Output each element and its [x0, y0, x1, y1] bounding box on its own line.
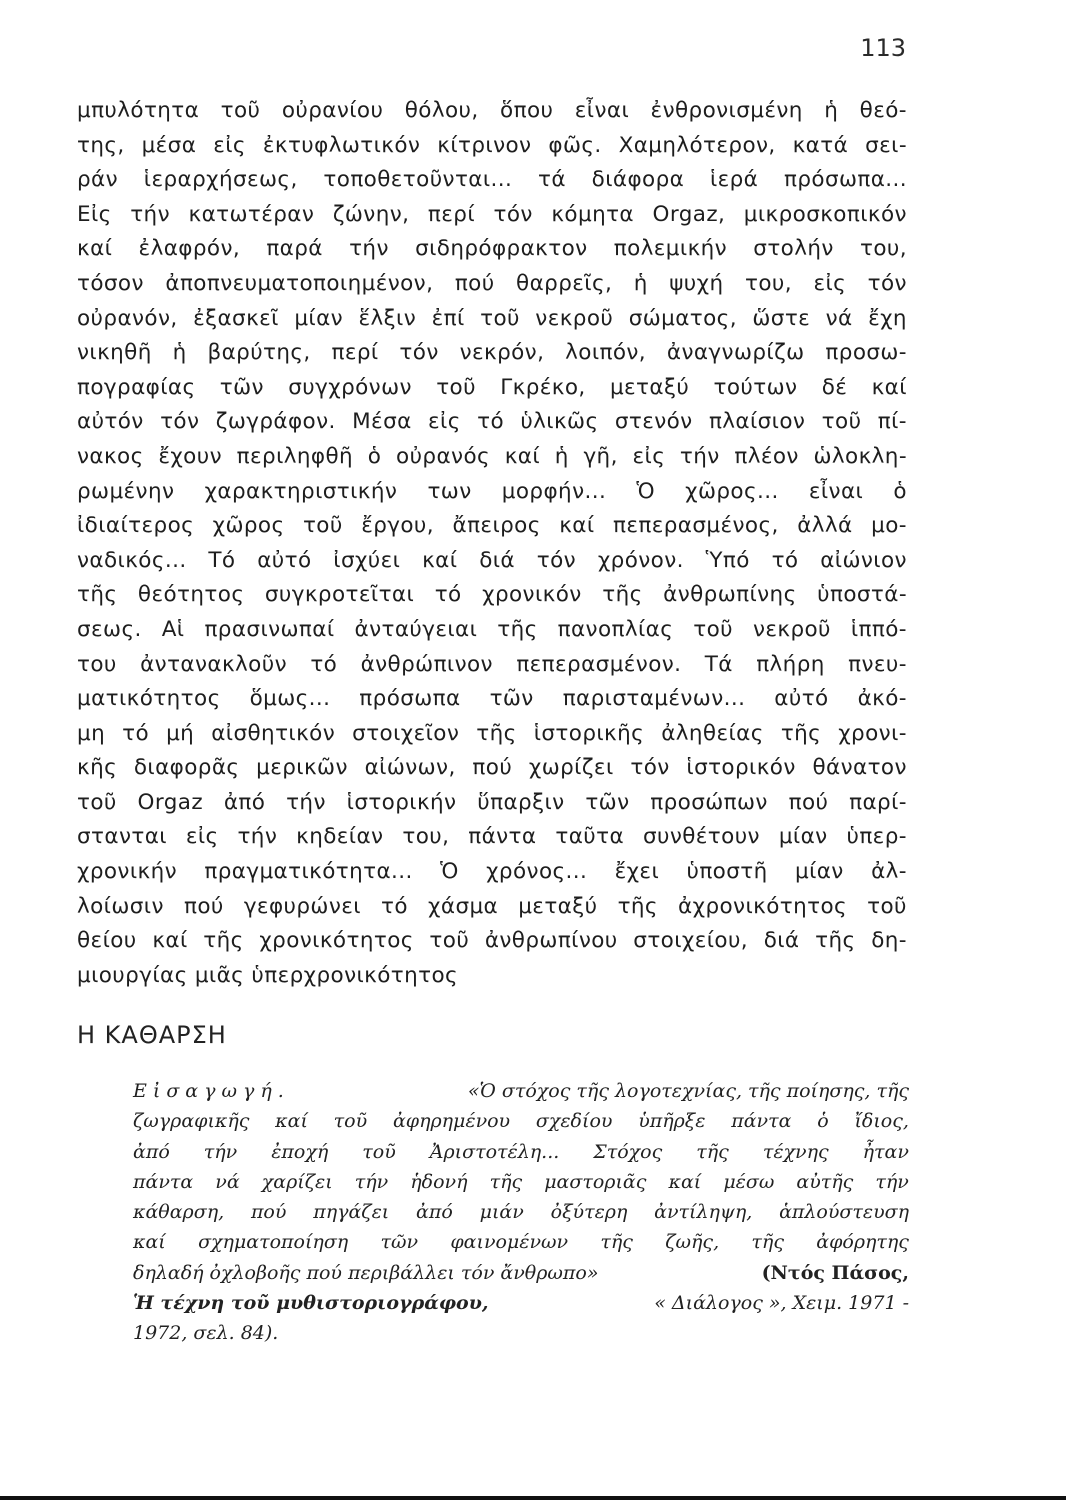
- quote-line: [133, 1258, 909, 1288]
- text-line: ρωμένην χαρακτηριστικήν των μορφήν... Ὁ χῶρος... εἶναι ὁ: [77, 478, 907, 504]
- quote-line: ἀπό τήν ἐποχή τοῦ Ἀριστοτέλη... Στόχος τῆς τέχνης ἦταν: [133, 1140, 909, 1163]
- text-line: τοῦ Orgaz ἀπό τήν ἱστορικήν ὕπαρξιν τῶν προσώπων πού παρί-: [77, 789, 907, 815]
- text-line: μη τό μή αἰσθητικόν στοιχεῖον τῆς ἱστορικῆς ἀληθείας τῆς χρονι-: [77, 720, 907, 746]
- text-line: νακος ἔχουν περιληφθῆ ὁ οὐρανός καί ἡ γῆ, εἰς τήν πλέον ὡλοκλη-: [77, 443, 907, 469]
- text-line: ἰδιαίτερος χῶρος τοῦ ἔργου, ἄπειρος καί πεπερασμένος, ἀλλά μο-: [77, 513, 907, 539]
- text-line: της, μέσα εἰς ἐκτυφλωτικόν κίτρινον φῶς. Χαμηλότερον, κατά σει-: [77, 132, 907, 158]
- text-line: ράν ἱεραρχήσεως, τοποθετοῦνται... τά διάφορα ἱερά πρόσωπα...: [77, 167, 907, 193]
- journal-reference: « Διάλογος », Χειμ. 1971 -: [654, 1292, 909, 1315]
- bottom-edge-rule: [0, 1496, 1066, 1500]
- quote-text: «Ὁ στόχος τῆς λογοτεχνίας, τῆς ποίησης, τῆς: [467, 1080, 909, 1102]
- body-text: [77, 94, 907, 993]
- text-line: Εἰς τήν κατωτέραν ζώνην, περί τόν κόμητα Orgaz, μικροσκοπικόν: [77, 201, 907, 227]
- intro-quote: [133, 1076, 909, 1349]
- text-line: μιουργίας μιᾶς ὑπερχρονικότητος: [77, 962, 459, 988]
- quote-author: (Ντός Πάσος,: [761, 1261, 909, 1284]
- text-line: σεως. Αἱ πρασινωπαί ἀνταύγειαι τῆς πανοπλίας τοῦ νεκροῦ ἱππό-: [77, 616, 907, 642]
- page-number: 113: [860, 34, 906, 62]
- quote-line: καί σχηματοποίηση τῶν φαινομένων τῆς ζωῆς, τῆς ἀφόρητης: [133, 1231, 909, 1254]
- text-line: ματικότητος ὅμως... πρόσωπα τῶν παρισταμένων... αὐτό ἀκό-: [77, 686, 907, 712]
- text-line: πογραφίας τῶν συγχρόνων τοῦ Γκρέκο, μεταξύ τούτων δέ καί: [77, 374, 907, 400]
- book-title: Ἡ τέχνη τοῦ μυθιστοριογράφου,: [133, 1292, 489, 1315]
- quote-text: δηλαδή ὀχλοβοῆς πού περιβάλλει τόν ἄνθρωπο»: [133, 1261, 599, 1284]
- quote-line: [133, 1076, 909, 1106]
- text-line: καί ἐλαφρόν, παρά τήν σιδηρόφρακτον πολεμικήν στολήν του,: [77, 236, 907, 262]
- text-line: ναδικός... Τό αὐτό ἰσχύει καί διά τόν χρόνον. Ὑπό τό αἰώνιον: [77, 547, 907, 573]
- text-line: χρονικήν πραγματικότητα... Ὁ χρόνος... ἔχει ὑποστῆ μίαν ἀλ-: [77, 859, 907, 885]
- quote-line: [133, 1288, 909, 1318]
- text-line: κῆς διαφορᾶς μερικῶν αἰώνων, πού χωρίζει τόν ἱστορικόν θάνατον: [77, 755, 907, 781]
- quote-line: 1972, σελ. 84).: [133, 1322, 279, 1345]
- text-line: του ἀντανακλοῦν τό ἀνθρώπινον πεπερασμένον. Τά πλήρη πνευ-: [77, 651, 907, 677]
- quote-line: κάθαρση, πού πηγάζει ἀπό μιάν ὀξύτερη ἀντίληψη, ἁπλούστευση: [133, 1201, 909, 1224]
- quote-label: Εἰσαγωγή.: [133, 1080, 290, 1102]
- text-line: μπυλότητα τοῦ οὐρανίου θόλου, ὅπου εἶναι ἐνθρονισμένη ἡ θεό-: [77, 98, 907, 123]
- quote-line: ζωγραφικῆς καί τοῦ ἀφηρημένου σχεδίου ὑπῆρξε πάντα ὁ ἴδιος,: [133, 1110, 909, 1133]
- text-line: θείου καί τῆς χρονικότητος τοῦ ἀνθρωπίνου στοιχείου, διά τῆς δη-: [77, 928, 907, 954]
- text-line: οὐρανόν, ἐξασκεῖ μίαν ἕλξιν ἐπί τοῦ νεκροῦ σώματος, ὥστε νά ἔχη: [77, 305, 907, 331]
- text-line: αὐτόν τόν ζωγράφον. Μέσα εἰς τό ὑλικῶς στενόν πλαίσιον τοῦ πί-: [77, 409, 907, 435]
- section-heading: Η ΚΑΘΑΡΣΗ: [77, 1021, 227, 1049]
- text-line: τῆς θεότητος συγκροτεῖται τό χρονικόν τῆς ἀνθρωπίνης ὑποστά-: [77, 582, 907, 608]
- quote-line: πάντα νά χαρίζει τήν ἡδονή τῆς μαστοριᾶς καί μέσω αὐτῆς τήν: [133, 1170, 909, 1193]
- text-line: νικηθῆ ἡ βαρύτης, περί τόν νεκρόν, λοιπόν, ἀναγνωρίζω προσω-: [77, 340, 907, 366]
- text-line: τόσον ἀποπνευματοποιημένον, πού θαρρεῖς, ἡ ψυχή του, εἰς τόν: [77, 270, 907, 296]
- text-line: λοίωσιν πού γεφυρώνει τό χάσμα μεταξύ τῆς ἀχρονικότητος τοῦ: [77, 893, 907, 919]
- text-line: στανται εἰς τήν κηδείαν του, πάντα ταῦτα συνθέτουν μίαν ὑπερ-: [77, 824, 907, 850]
